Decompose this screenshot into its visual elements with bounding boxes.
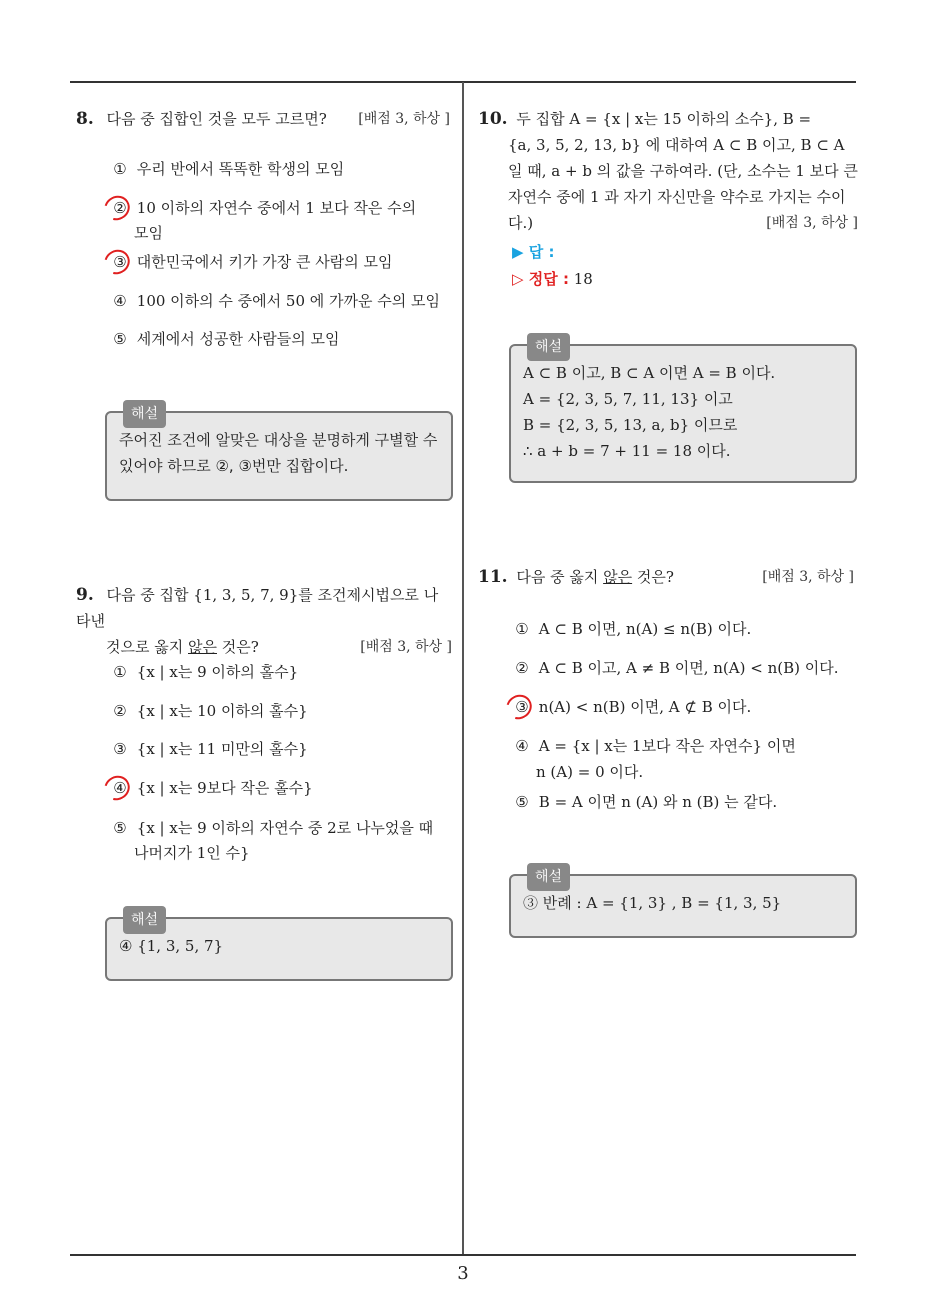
option-text: 10 이하의 자연수 중에서 1 보다 작은 수의 [136,199,417,217]
explanation-line: ④ {1, 3, 5, 7} [119,937,224,955]
explanation-line: ∴ a + b = 7 + 11 = 18 이다. [523,442,731,460]
option-text: {x | x는 9 이하의 홀수} [136,663,299,681]
option-mark: ⑤ [113,330,127,348]
option-text: 대한민국에서 키가 가장 큰 사람의 모임 [136,253,393,271]
option-mark: ③ [510,694,534,720]
option-mark: ④ [113,292,127,310]
option-5[interactable] [108,326,339,352]
score-label: [배점 3, 하상 ] [358,111,450,127]
option-text: {x | x는 11 미만의 홀수} [136,740,308,758]
score-label: [배점 3, 하상 ] [766,215,858,231]
option-mark: ② [108,195,132,221]
selected-circle-icon [502,690,537,724]
option-1[interactable] [108,156,344,182]
explanation-box-9 [105,912,453,981]
option-mark: ③ [113,740,127,758]
option-5[interactable] [510,789,777,815]
option-mark: ④ [515,737,529,755]
question-text: 두 집합 A = {x | x는 15 이하의 소수}, B = [516,110,812,128]
question-text: 다음 중 집합 {1, 3, 5, 7, 9}를 조건제시법으로 나타낸 [76,586,439,630]
answer-label: ▶ 답 : [512,243,555,261]
option-mark: ① [113,160,127,178]
explanation-line: 있어야 하므로 ②, ③번만 집합이다. [119,457,349,475]
correct-answer-value: 18 [573,270,593,288]
option-4[interactable] [108,775,313,801]
option-mark: ④ [108,775,132,801]
explanation-tag: 해설 [527,863,570,891]
option-text: A ⊂ B 이면, n(A) ≤ n(B) 이다. [538,620,752,638]
option-mark: ⑤ [515,793,529,811]
explanation-line: 주어진 조건에 알맞은 대상을 분명하게 구별할 수 [119,431,438,449]
explanation-box-10 [509,339,857,483]
option-2-continued: 모임 [134,224,163,242]
explanation-box-11 [509,869,857,938]
option-text: n(A) < n(B) 이면, A ⊄ B 이다. [538,698,752,716]
explanation-line: A ⊂ B 이고, B ⊂ A 이면 A = B 이다. [523,364,776,382]
explanation-tag: 해설 [123,906,166,934]
selected-circle-icon [100,771,135,805]
option-mark: ③ [108,249,132,275]
question-10 [478,106,858,236]
option-text: {x | x는 9보다 작은 홀수} [136,779,313,797]
option-text: 우리 반에서 똑똑한 학생의 모임 [136,160,345,178]
option-1[interactable] [510,616,751,642]
explanation-line: ③ 반례 : A = {1, 3} , B = {1, 3, 5} [523,894,782,912]
explanation-tag: 해설 [527,333,570,361]
page-number: 3 [457,1263,469,1284]
answer-line [512,239,554,265]
question-number: 10. [478,109,508,129]
option-text: 세계에서 성공한 사람들의 모임 [136,330,340,348]
question-number: 8. [76,109,94,129]
column-divider [462,82,464,1256]
question-9 [76,582,452,660]
score-label: [배점 3, 하상 ] [360,639,452,655]
option-4[interactable] [108,288,440,314]
correct-answer-line [512,266,593,292]
option-3[interactable] [510,694,751,720]
question-number: 11. [478,567,508,587]
option-2[interactable] [108,195,416,221]
option-4[interactable] [510,733,796,759]
explanation-line: A = {2, 3, 5, 7, 11, 13} 이고 [523,390,733,408]
question-9-header [76,582,452,634]
bottom-rule [70,1254,856,1256]
option-3[interactable] [108,249,392,275]
option-mark: ① [515,620,529,638]
selected-circle-icon [100,191,135,225]
option-3[interactable] [108,736,308,762]
option-text: B = A 이면 n (A) 와 n (B) 는 같다. [538,793,778,811]
option-5-continued: 나머지가 1인 수} [134,844,250,862]
question-10-line2: {a, 3, 5, 2, 13, b} 에 대하여 A ⊂ B 이고, B ⊂ A [508,136,845,154]
question-10-line3: 일 때, a + b 의 값을 구하여라. (단, 소수는 1 보다 큰 [508,162,858,180]
option-mark: ② [515,659,529,677]
option-text: {x | x는 10 이하의 홀수} [136,702,308,720]
option-2[interactable] [108,698,308,724]
question-8-header [76,106,450,132]
question-8 [76,106,450,132]
explanation-box-8 [105,406,453,501]
question-9-line2: 것으로 옳지 않은 것은? [배점 3, 하상 ] [76,634,452,660]
option-5[interactable] [108,815,433,841]
question-11-header: 11. 다음 중 옳지 않은 것은? [배점 3, 하상 ] [478,564,854,590]
option-4-continued: n (A) = 0 이다. [536,763,644,781]
option-mark: ⑤ [113,819,127,837]
option-mark: ② [113,702,127,720]
score-label: [배점 3, 하상 ] [762,569,854,585]
option-1[interactable] [108,659,298,685]
question-number: 9. [76,585,94,605]
explanation-line: B = {2, 3, 5, 13, a, b} 이므로 [523,416,738,434]
option-text: A ⊂ B 이고, A ≠ B 이면, n(A) < n(B) 이다. [538,659,839,677]
option-2[interactable] [510,655,838,681]
option-text: 100 이하의 수 중에서 50 에 가까운 수의 모임 [136,292,440,310]
option-mark: ① [113,663,127,681]
selected-circle-icon [100,245,135,279]
question-11 [478,564,854,590]
question-text: 다음 중 집합인 것을 모두 고르면? [106,110,327,128]
correct-answer-label: ▷ 정답 : [512,270,569,288]
question-10-header [478,106,858,132]
option-text: {x | x는 9 이하의 자연수 중 2로 나누었을 때 [136,819,434,837]
question-10-line5: 다.) [배점 3, 하상 ] [478,210,858,236]
option-text: A = {x | x는 1보다 작은 자연수} 이면 [538,737,796,755]
explanation-tag: 해설 [123,400,166,428]
question-10-line4: 자연수 중에 1 과 자기 자신만을 약수로 가지는 수이 [508,188,846,206]
